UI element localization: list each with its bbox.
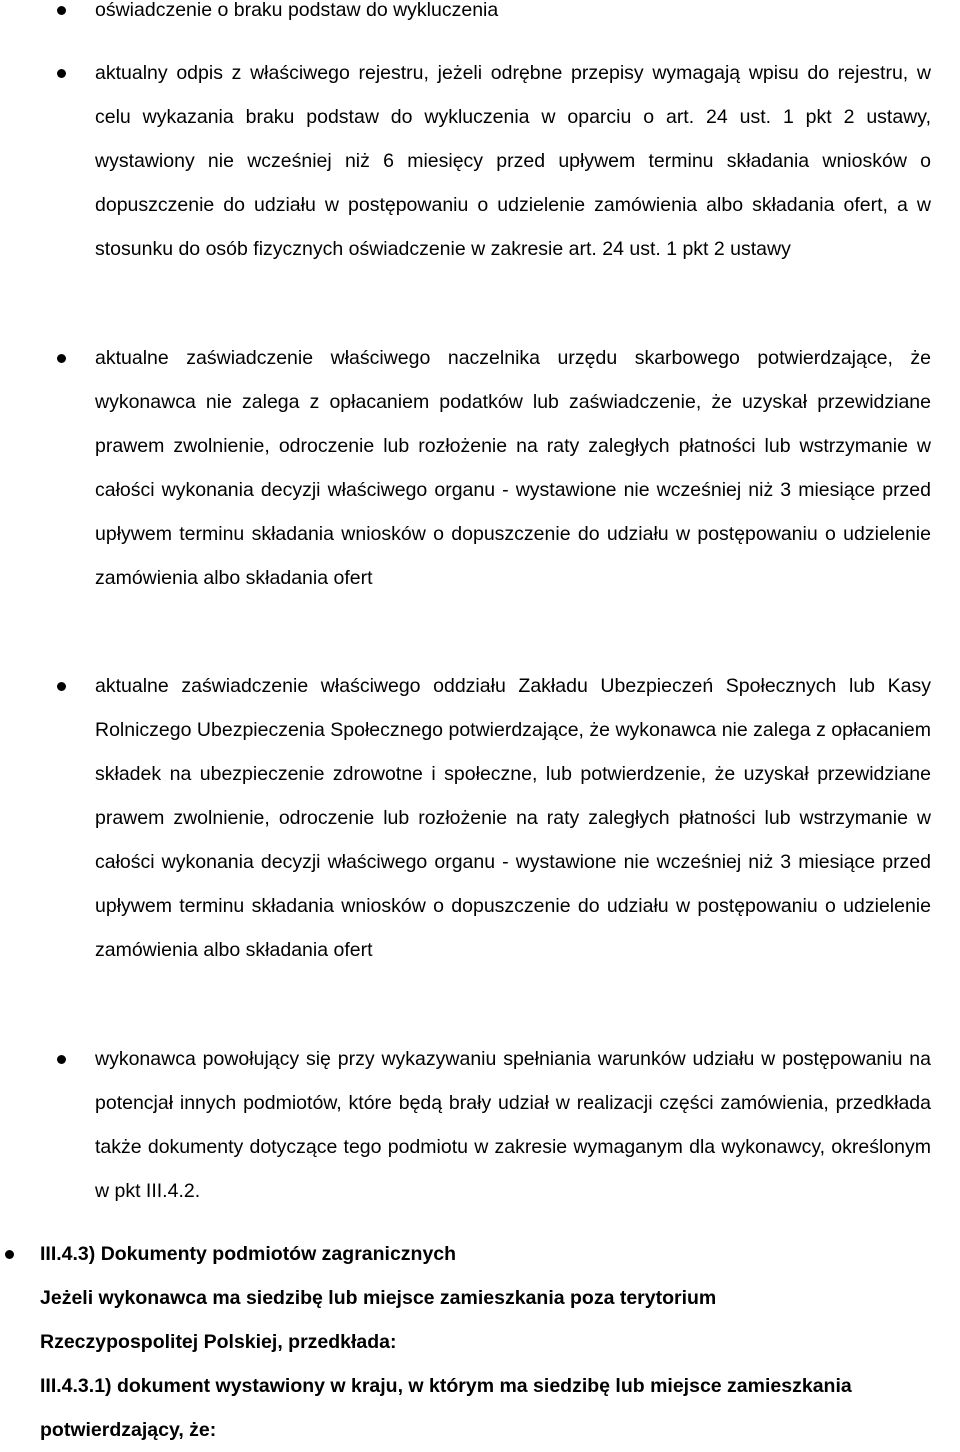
list-item-text: wykonawca powołujący się przy wykazywaniu spełniania warunków udziału w postępowaniu na potencjał innych podmiotów, które będą brały udział w realizacji części zamówienia, przedkłada także dokumenty dotyczące tego podmiotu w zakresie wymaganym dla wykonawcy, określonym w pkt III.4.2. [95, 1048, 931, 1202]
list-item-text: aktualny odpis z właściwego rejestru, jeżeli odrębne przepisy wymagają wpisu do rejestru, w celu wykazania braku podstaw do wykluczenia w oparciu o art. 24 ust. 1 pkt 2 ustawy, wystawiony nie wcześniej niż 6 miesięcy przed upływem terminu składania wniosków o dopuszczenie do udziału w postępowaniu o udzielenie zamówienia albo składania ofert, a w stosunku do osób fizycznych oświadczenie w zakresie art. 24 ust. 1 pkt 2 ustawy [95, 62, 931, 260]
list-item [95, 1037, 931, 1213]
list-item-text: aktualne zaświadczenie właściwego oddziału Zakładu Ubezpieczeń Społecznych lub Kasy Rolniczego Ubezpieczenia Społecznego potwierdzające, że wykonawca nie zalega z opłacaniem składek na ubezpieczenie zdrowotne i społeczne, lub potwierdzenie, że uzyskał przewidziane prawem zwolnienie, odroczenie lub rozłożenie na raty zaległych płatności lub wstrzymanie w całości wykonania decyzji właściwego organu - wystawione nie wcześniej niż 3 miesiące przed upływem terminu składania wniosków o dopuszczenie do udziału w postępowaniu o udzielenie zamówienia albo składania ofert [95, 675, 931, 961]
section-intro [40, 1276, 830, 1364]
section-heading [40, 1232, 958, 1276]
list-item [95, 336, 931, 600]
list-item [95, 664, 931, 972]
bullet-icon [57, 682, 66, 691]
bullet-icon [57, 1055, 66, 1064]
section-intro-text: Jeżeli wykonawca ma siedzibę lub miejsce zamieszkania poza terytorium Rzeczypospolitej Polskiej, przedkłada: [40, 1287, 717, 1353]
list-item [95, 0, 931, 32]
bullet-icon [5, 1250, 14, 1259]
list-item-text: aktualne zaświadczenie właściwego naczelnika urzędu skarbowego potwierdzające, że wykonawca nie zalega z opłacaniem podatków lub zaświadczenie, że uzyskał przewidziane prawem zwolnienie, odroczenie lub rozłożenie na raty zaległych płatności lub wstrzymanie w całości wykonania decyzji właściwego organu - wystawione nie wcześniej niż 3 miesiące przed upływem terminu składania wniosków o dopuszczenie do udziału w postępowaniu o udzielenie zamówienia albo składania ofert [95, 347, 931, 589]
section-subheading [40, 1364, 958, 1452]
bullet-icon [57, 69, 66, 78]
list-item-text: oświadczenie o braku podstaw do wykluczenia [95, 0, 499, 21]
section-heading-text: III.4.3) Dokumenty podmiotów zagranicznych [40, 1243, 457, 1265]
bullet-icon [57, 354, 66, 363]
section-subheading-text: III.4.3.1) dokument wystawiony w kraju, w którym ma siedzibę lub miejsce zamieszkania potwierdzający, że: [40, 1375, 852, 1441]
bullet-icon [57, 6, 66, 15]
list-item [95, 51, 931, 271]
